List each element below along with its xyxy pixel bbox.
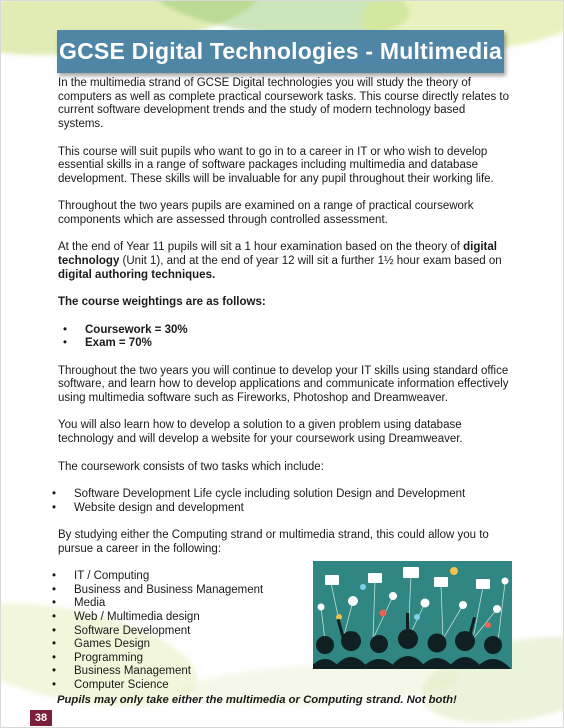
exams-text: (Unit 1), and at the end of year 12 will sit a further 1½ hour exam based on: [119, 255, 502, 268]
list-item: • Software Development Life cycle including solution Design and Development: [74, 488, 510, 502]
page-number: 38: [34, 712, 48, 724]
list-item: [85, 337, 510, 351]
exams-paragraph: [58, 241, 510, 282]
list-item: • Web / Multimedia design: [74, 611, 510, 625]
suitability-paragraph: This course will suit pupils who want to go in to a career in IT or who wish to develop essential skills in a range of software packages including multimedia and database development. These skills will be invaluable for any pupil throughout their working life.: [58, 145, 494, 185]
list-item: • Computer Science: [74, 679, 510, 693]
strand-restriction-note: Pupils may only take either the multimedia or Computing strand. Not both!: [57, 694, 457, 706]
page-title: GCSE Digital Technologies - Multimedia: [59, 38, 502, 64]
list-item: • Programming: [74, 652, 510, 666]
weightings-list: [58, 324, 510, 351]
tasks-list: [58, 488, 510, 515]
coursework-intro: The coursework consists of two tasks which include:: [58, 460, 324, 473]
list-item: • Media: [74, 597, 510, 611]
list-item: • Software Development: [74, 625, 510, 639]
weightings-heading-text: The course weightings are as follows:: [58, 296, 266, 309]
intro-paragraph: In the multimedia strand of GCSE Digital technologies you will study the theory of computers as well as complete practical coursework tasks. This course directly relates to current software development trends and the study of modern technology based systems.: [58, 77, 510, 131]
list-item: • Website design and development: [74, 502, 510, 516]
assessment-paragraph: Throughout the two years pupils are examined on a range of practical coursework components which are assessed through controlled assessment.: [58, 200, 474, 226]
list-item: • IT / Computing: [74, 570, 510, 584]
list-item: [85, 324, 510, 338]
exams-bold-authoring: digital authoring techniques.: [58, 268, 216, 281]
list-item: • Business and Business Management: [74, 584, 510, 598]
database-paragraph: You will also learn how to develop a solution to a given problem using database technology and will develop a website for your coursework using Dreamweaver.: [58, 419, 463, 446]
skills-paragraph: Throughout the two years you will continue to develop your IT skills using standard office software, and learn how to develop applications and communicate information effectively using multimedia software such as Fireworks, Photoshop and Dreamweaver.: [58, 364, 509, 405]
careers-intro: By studying either the Computing strand or multimedia strand, this could allow you to pursue a career in the following:: [58, 529, 489, 555]
page-number-badge: [30, 710, 52, 726]
people-network-image: [313, 561, 512, 669]
exams-bold-digital-technology: digital technology: [58, 241, 497, 268]
list-item: • Business Management: [74, 665, 510, 679]
weighting-exam: Exam = 70%: [85, 337, 152, 350]
exams-text: At the end of Year 11 pupils will sit a 1 hour examination based on the theory of: [58, 241, 464, 254]
list-item: • Games Design: [74, 638, 510, 652]
weighting-coursework: Coursework = 30%: [85, 323, 188, 336]
page-title-banner: [57, 30, 504, 73]
technology-network-illustration: [313, 561, 512, 669]
weightings-heading: [58, 296, 510, 310]
